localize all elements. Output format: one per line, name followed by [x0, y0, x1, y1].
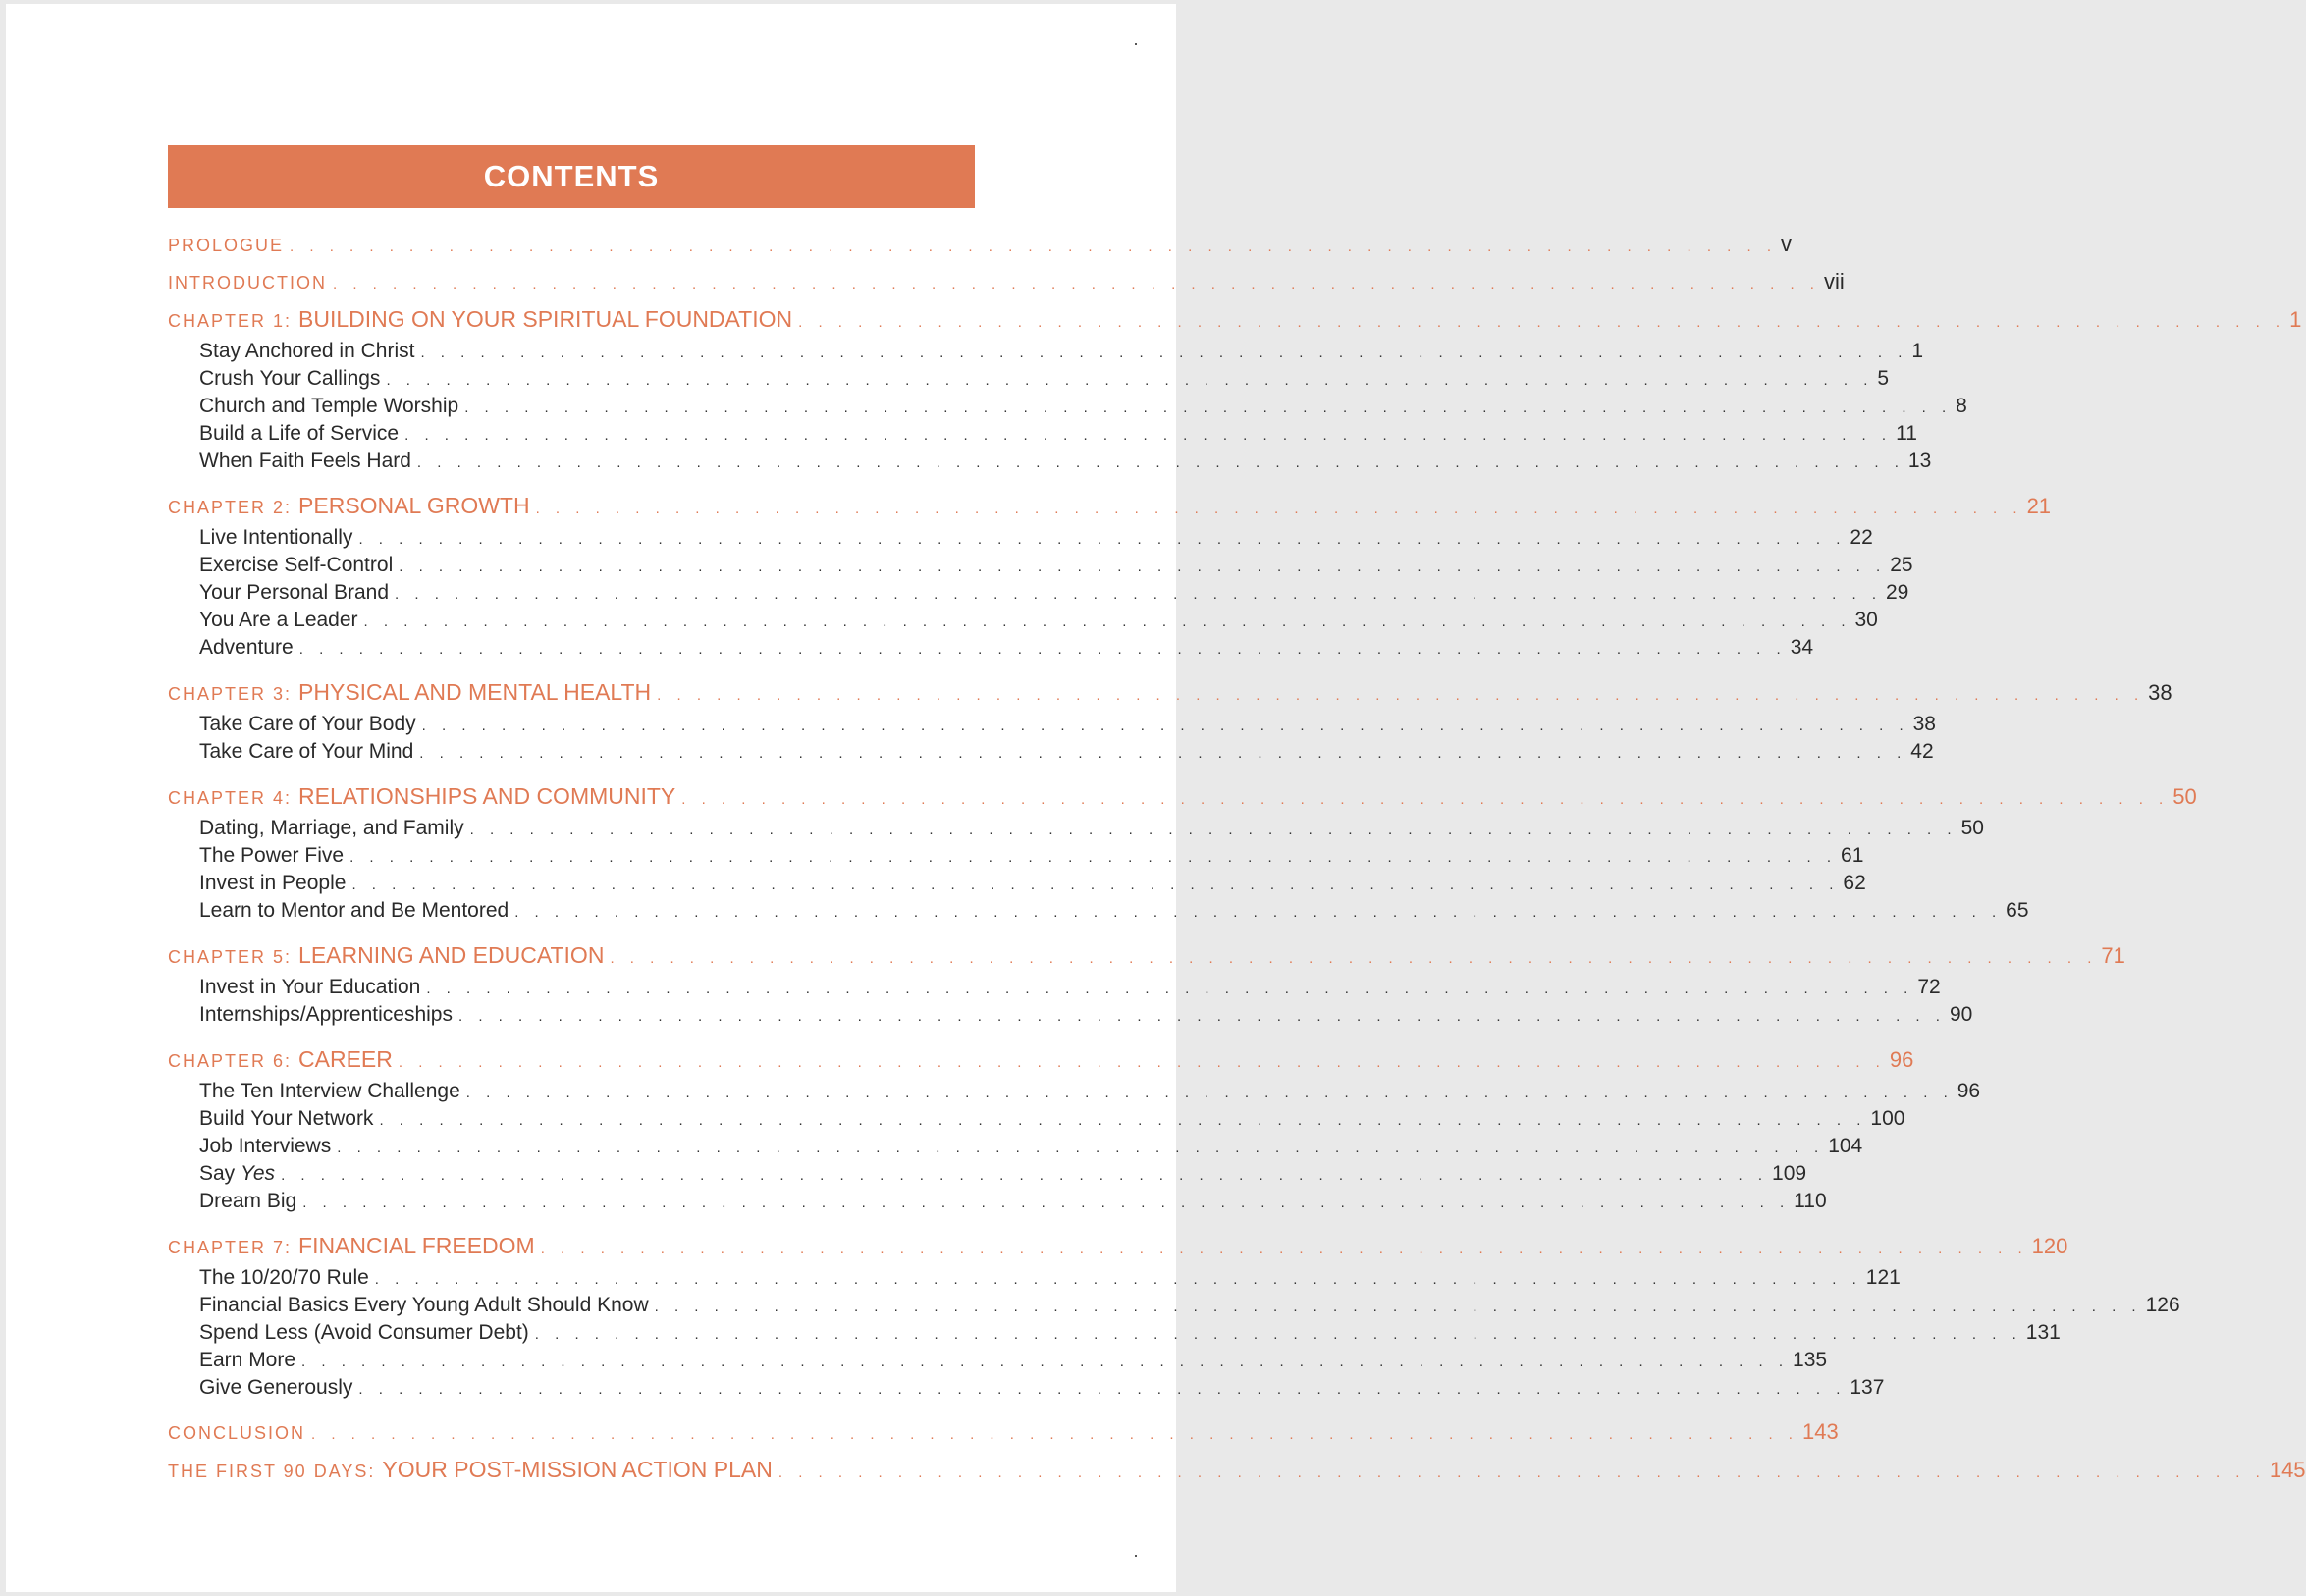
page-number: 143 — [1801, 1419, 1839, 1444]
page-number: 30 — [1854, 609, 1878, 631]
page-number: 1 — [1911, 340, 1924, 362]
section-title: Your Personal Brand — [199, 581, 390, 604]
chapter-prefix: CHAPTER 4: — [168, 788, 299, 808]
chapter-title: FINANCIAL FREEDOM — [298, 1233, 535, 1258]
section-title: Give Generously — [199, 1376, 353, 1399]
chapter-prefix: CHAPTER 6: — [168, 1051, 299, 1071]
page-number: 11 — [1896, 422, 1917, 445]
toc-chapter-5[interactable] — [168, 936, 2125, 974]
page-number: 131 — [2025, 1321, 2061, 1344]
section-title: Internships/Apprenticeships — [199, 1003, 453, 1026]
chapter-prefix: CHAPTER 5: — [168, 947, 299, 967]
page-number: 21 — [2026, 494, 2052, 518]
entry-title: YOUR POST-MISSION ACTION PLAN — [382, 1457, 773, 1482]
dot-leader: . . . . . . . . . . . . . . . . . . . . . . . . . . . . . . . . . . . . . . . . . . . . . . . . . . . . . . . . . . . . . . . . . . . . . . . . . . . — [301, 1354, 1790, 1370]
entry-prefix: PROLOGUE — [168, 236, 285, 255]
dot-leader: . . . . . . . . . . . . . . . . . . . . . . . . . . . . . . . . . . . . . . . . . . . . . . . . . . . . . . . . . . . . . . . . . . . . . . . . . . . — [535, 501, 2023, 517]
dot-leader: . . . . . . . . . . . . . . . . . . . . . . . . . . . . . . . . . . . . . . . . . . . . . . . . . . . . . . . . . . . . . . . . . . . . . . . . . . . — [464, 399, 1953, 416]
section-title: Live Intentionally — [199, 526, 353, 549]
page-number: 25 — [1890, 554, 1913, 576]
dot-leader: . . . . . . . . . . . . . . . . . . . . . . . . . . . . . . . . . . . . . . . . . . . . . . . . . . . . . . . . . . . . . . . . . . . . . . . . . . . — [311, 1426, 1798, 1443]
toc-chapter-3[interactable] — [168, 673, 2172, 711]
dot-leader: . . . . . . . . . . . . . . . . . . . . . . . . . . . . . . . . . . . . . . . . . . . . . . . . . . . . . . . . . . . . . . . . . . . . . . . . . . . — [514, 904, 2003, 921]
entry-prefix: INTRODUCTION — [168, 273, 327, 293]
page-number: 126 — [2145, 1294, 2180, 1316]
dot-leader: . . . . . . . . . . . . . . . . . . . . . . . . . . . . . . . . . . . . . . . . . . . . . . . . . . . . . . . . . . . . . . . . . . . . . . . . . . . — [534, 1326, 2022, 1343]
toc-section[interactable] — [168, 1319, 2061, 1347]
page-number: 50 — [2172, 784, 2197, 809]
dot-leader: . . . . . . . . . . . . . . . . . . . . . . . . . . . . . . . . . . . . . . . . . . . . . . . . . . . . . . . . . . . . . . . . . . . . . . . . . . . — [540, 1241, 2028, 1257]
chapter-prefix: CHAPTER 2: — [168, 498, 299, 517]
toc-section[interactable] — [168, 815, 1984, 842]
page-number: 90 — [1949, 1003, 1973, 1026]
entry-prefix: THE FIRST 90 DAYS: — [168, 1462, 383, 1481]
dot-leader: . . . . . . . . . . . . . . . . . . . . . . . . . . . . . . . . . . . . . . . . . . . . . . . . . . . . . . . . . . . . . . . . . . . . . . . . . . . — [469, 822, 1957, 838]
toc-section[interactable] — [168, 524, 1873, 552]
toc-section[interactable] — [168, 1374, 1885, 1402]
chapter-prefix: CHAPTER 3: — [168, 684, 299, 704]
section-title: The Power Five — [199, 844, 345, 867]
page-number: v — [1781, 232, 1792, 256]
page-number: 109 — [1772, 1162, 1807, 1185]
dot-leader: . . . . . . . . . . . . . . . . . . . . . . . . . . . . . . . . . . . . . . . . . . . . . . . . . . . . . . . . . . . . . . . . . . . . . . . . . . . — [379, 1112, 1867, 1129]
page-number: 110 — [1794, 1190, 1827, 1212]
dot-leader: . . . . . . . . . . . . . . . . . . . . . . . . . . . . . . . . . . . . . . . . . . . . . . . . . . . . . . . . . . . . . . . . . . . . . . . . . . . — [457, 1008, 1946, 1025]
chapter-title: LEARNING AND EDUCATION — [298, 942, 605, 968]
dot-leader: . . . . . . . . . . . . . . . . . . . . . . . . . . . . . . . . . . . . . . . . . . . . . . . . . . . . . . . . . . . . . . . . . . . . . . . . . . . — [416, 454, 1904, 471]
toc-section[interactable] — [168, 842, 1864, 870]
dot-leader: . . . . . . . . . . . . . . . . . . . . . . . . . . . . . . . . . . . . . . . . . . . . . . . . . . . . . . . . . . . . . . . . . . . . . . . . . . . — [610, 950, 2098, 967]
toc-section[interactable] — [168, 634, 1814, 662]
page-number: 72 — [1917, 976, 1941, 998]
page-number: 120 — [2031, 1234, 2068, 1258]
dot-leader: . . . . . . . . . . . . . . . . . . . . . . . . . . . . . . . . . . . . . . . . . . . . . . . . . . . . . . . . . . . . . . . . . . . . . . . . . . . — [398, 1054, 1886, 1071]
toc-section[interactable] — [168, 1347, 1828, 1374]
chapter-title: PHYSICAL AND MENTAL HEALTH — [298, 679, 652, 705]
toc-section[interactable] — [168, 974, 1941, 1001]
page-number: 65 — [2006, 899, 2029, 922]
toc-section[interactable] — [168, 579, 1909, 607]
toc-entry-prologue[interactable] — [168, 226, 1792, 263]
toc-section[interactable] — [168, 1001, 1973, 1029]
section-title: Crush Your Callings — [199, 367, 381, 390]
section-title: Job Interviews — [199, 1135, 332, 1157]
dot-leader: . . . . . . . . . . . . . . . . . . . . . . . . . . . . . . . . . . . . . . . . . . . . . . . . . . . . . . . . . . . . . . . . . . . . . . . . . . . — [419, 745, 1907, 762]
page-number: 8 — [1956, 395, 1967, 417]
page-number: 62 — [1843, 872, 1866, 894]
page-title: CONTENTS — [483, 159, 660, 193]
dot-leader: . . . . . . . . . . . . . . . . . . . . . . . . . . . . . . . . . . . . . . . . . . . . . . . . . . . . . . . . . . . . . . . . . . . . . . . . . . . — [337, 1140, 1825, 1156]
toc-section[interactable] — [168, 870, 1866, 897]
page-number: 121 — [1865, 1266, 1901, 1289]
dot-leader: . . . . . . . . . . . . . . . . . . . . . . . . . . . . . . . . . . . . . . . . . . . . . . . . . . . . . . . . . . . . . . . . . . . . . . . . . . . — [374, 1271, 1862, 1288]
section-title: Exercise Self-Control — [199, 554, 394, 576]
chapter-title: PERSONAL GROWTH — [298, 493, 530, 518]
toc-entry-first-90-days[interactable] — [168, 1451, 2306, 1488]
dot-leader: . . . . . . . . . . . . . . . . . . . . . . . . . . . . . . . . . . . . . . . . . . . . . . . . . . . . . . . . . . . . . . . . . . . . . . . . . . . — [421, 718, 1909, 734]
toc-section[interactable] — [168, 1292, 2180, 1319]
toc-entry-conclusion[interactable] — [168, 1413, 1839, 1451]
dot-leader: . . . . . . . . . . . . . . . . . . . . . . . . . . . . . . . . . . . . . . . . . . . . . . . . . . . . . . . . . . . . . . . . . . . . . . . . . . . — [363, 613, 1851, 630]
dot-leader: . . . . . . . . . . . . . . . . . . . . . . . . . . . . . . . . . . . . . . . . . . . . . . . . . . . . . . . . . . . . . . . . . . . . . . . . . . . — [302, 1195, 1791, 1211]
page-number: 100 — [1870, 1107, 1905, 1130]
toc-section[interactable] — [168, 897, 2029, 925]
crop-mark — [1135, 1555, 1137, 1557]
section-title: Invest in People — [199, 872, 347, 894]
dot-leader: . . . . . . . . . . . . . . . . . . . . . . . . . . . . . . . . . . . . . . . . . . . . . . . . . . . . . . . . . . . . . . . . . . . . . . . . . . . — [351, 877, 1840, 893]
toc-section[interactable] — [168, 420, 1917, 448]
table-of-contents — [168, 226, 2306, 1488]
page-number: vii — [1823, 269, 1845, 293]
section-title: Invest in Your Education — [199, 976, 421, 998]
dot-leader: . . . . . . . . . . . . . . . . . . . . . . . . . . . . . . . . . . . . . . . . . . . . . . . . . . . . . . . . . . . . . . . . . . . . . . . . . . . — [333, 276, 1820, 293]
section-title: Dream Big — [199, 1190, 297, 1212]
section-title: You Are a Leader — [199, 609, 358, 631]
section-title: The Ten Interview Challenge — [199, 1080, 460, 1102]
dot-leader: . . . . . . . . . . . . . . . . . . . . . . . . . . . . . . . . . . . . . . . . . . . . . . . . . . . . . . . . . . . . . . . . . . . . . . . . . . . — [657, 687, 2145, 704]
section-title: Adventure — [199, 636, 294, 659]
dot-leader: . . . . . . . . . . . . . . . . . . . . . . . . . . . . . . . . . . . . . . . . . . . . . . . . . . . . . . . . . . . . . . . . . . . . . . . . . . . — [420, 345, 1908, 361]
contents-header — [168, 145, 975, 208]
dot-leader: . . . . . . . . . . . . . . . . . . . . . . . . . . . . . . . . . . . . . . . . . . . . . . . . . . . . . . . . . . . . . . . . . . . . . . . . . . . — [399, 559, 1887, 575]
toc-chapter-2[interactable] — [168, 487, 2052, 524]
toc-section[interactable] — [168, 365, 1890, 393]
page-number: 135 — [1793, 1349, 1828, 1371]
chapter-title: BUILDING ON YOUR SPIRITUAL FOUNDATION — [298, 306, 793, 332]
toc-section[interactable] — [168, 1078, 1981, 1105]
page-number: 5 — [1877, 367, 1890, 390]
page-number: 38 — [1912, 713, 1936, 735]
toc-section[interactable] — [168, 448, 1932, 475]
dot-leader: . . . . . . . . . . . . . . . . . . . . . . . . . . . . . . . . . . . . . . . . . . . . . . . . . . . . . . . . . . . . . . . . . . . . . . . . . . . — [404, 427, 1893, 444]
chapter-title: CAREER — [298, 1046, 393, 1072]
page-number: 13 — [1907, 450, 1932, 472]
toc-chapter-1[interactable] — [168, 300, 2302, 338]
section-title: The 10/20/70 Rule — [199, 1266, 369, 1289]
crop-mark — [1135, 43, 1137, 45]
toc-section[interactable] — [168, 711, 1936, 738]
toc-entry-introduction[interactable] — [168, 263, 1845, 300]
toc-section[interactable] — [168, 738, 1934, 766]
section-title: Spend Less (Avoid Consumer Debt) — [199, 1321, 529, 1344]
section-title: Learn to Mentor and Be Mentored — [199, 899, 509, 922]
page-number: 61 — [1841, 844, 1864, 867]
section-title: When Faith Feels Hard — [199, 450, 411, 472]
page-number: 137 — [1850, 1376, 1885, 1399]
section-title: Dating, Marriage, and Family — [199, 817, 464, 839]
toc-section[interactable] — [168, 607, 1878, 634]
page-number: 96 — [1957, 1080, 1981, 1102]
section-title: Stay Anchored in Christ — [199, 340, 415, 362]
dot-leader: . . . . . . . . . . . . . . . . . . . . . . . . . . . . . . . . . . . . . . . . . . . . . . . . . . . . . . . . . . . . . . . . . . . . . . . . . . . — [654, 1299, 2142, 1315]
section-title: Build Your Network — [199, 1107, 374, 1130]
page-number: 50 — [1960, 817, 1984, 839]
toc-section[interactable] — [168, 1188, 1827, 1215]
page-number: 1 — [2289, 307, 2302, 332]
section-title: Take Care of Your Body — [199, 713, 416, 735]
dot-leader: . . . . . . . . . . . . . . . . . . . . . . . . . . . . . . . . . . . . . . . . . . . . . . . . . . . . . . . . . . . . . . . . . . . . . . . . . . . — [298, 641, 1787, 658]
toc-section[interactable] — [168, 1105, 1905, 1133]
page-number: 71 — [2101, 943, 2125, 968]
dot-leader: . . . . . . . . . . . . . . . . . . . . . . . . . . . . . . . . . . . . . . . . . . . . . . . . . . . . . . . . . . . . . . . . . . . . . . . . . . . — [778, 1464, 2266, 1481]
page-number: 104 — [1828, 1135, 1863, 1157]
dot-leader: . . . . . . . . . . . . . . . . . . . . . . . . . . . . . . . . . . . . . . . . . . . . . . . . . . . . . . . . . . . . . . . . . . . . . . . . . . . — [465, 1085, 1954, 1101]
dot-leader: . . . . . . . . . . . . . . . . . . . . . . . . . . . . . . . . . . . . . . . . . . . . . . . . . . . . . . . . . . . . . . . . . . . . . . . . . . . — [798, 314, 2286, 331]
section-title: Take Care of Your Mind — [199, 740, 414, 763]
section-title: Financial Basics Every Young Adult Should Know — [199, 1294, 649, 1316]
chapter-prefix: CHAPTER 1: — [168, 311, 299, 331]
page-number: 96 — [1889, 1047, 1914, 1072]
page-number: 145 — [2269, 1458, 2306, 1482]
section-title: Build a Life of Service — [199, 422, 400, 445]
dot-leader: . . . . . . . . . . . . . . . . . . . . . . . . . . . . . . . . . . . . . . . . . . . . . . . . . . . . . . . . . . . . . . . . . . . . . . . . . . . — [358, 1381, 1847, 1398]
dot-leader: . . . . . . . . . . . . . . . . . . . . . . . . . . . . . . . . . . . . . . . . . . . . . . . . . . . . . . . . . . . . . . . . . . . . . . . . . . . — [426, 981, 1914, 997]
page-number: 42 — [1910, 740, 1934, 763]
section-title: Say Yes — [199, 1162, 276, 1185]
toc-section[interactable] — [168, 1133, 1863, 1160]
dot-leader: . . . . . . . . . . . . . . . . . . . . . . . . . . . . . . . . . . . . . . . . . . . . . . . . . . . . . . . . . . . . . . . . . . . . . . . . . . . — [358, 531, 1847, 548]
toc-chapter-7[interactable] — [168, 1227, 2068, 1264]
toc-section[interactable] — [168, 552, 1913, 579]
toc-section[interactable] — [168, 338, 1924, 365]
page-number: 38 — [2148, 680, 2172, 705]
dot-leader: . . . . . . . . . . . . . . . . . . . . . . . . . . . . . . . . . . . . . . . . . . . . . . . . . . . . . . . . . . . . . . . . . . . . . . . . . . . — [349, 849, 1838, 866]
page-number: 22 — [1850, 526, 1873, 549]
chapter-title: RELATIONSHIPS AND COMMUNITY — [298, 783, 676, 809]
toc-chapter-6[interactable] — [168, 1040, 1914, 1078]
chapter-prefix: CHAPTER 7: — [168, 1238, 299, 1257]
toc-section[interactable] — [168, 1264, 1901, 1292]
dot-leader: . . . . . . . . . . . . . . . . . . . . . . . . . . . . . . . . . . . . . . . . . . . . . . . . . . . . . . . . . . . . . . . . . . . . . . . . . . . — [281, 1167, 1769, 1184]
toc-section[interactable] — [168, 1160, 1807, 1188]
section-title: Earn More — [199, 1349, 296, 1371]
dot-leader: . . . . . . . . . . . . . . . . . . . . . . . . . . . . . . . . . . . . . . . . . . . . . . . . . . . . . . . . . . . . . . . . . . . . . . . . . . . — [386, 372, 1874, 389]
toc-section[interactable] — [168, 393, 1967, 420]
section-title: Church and Temple Worship — [199, 395, 459, 417]
dot-leader: . . . . . . . . . . . . . . . . . . . . . . . . . . . . . . . . . . . . . . . . . . . . . . . . . . . . . . . . . . . . . . . . . . . . . . . . . . . — [395, 586, 1882, 603]
page-number: 34 — [1790, 636, 1814, 659]
entry-prefix: CONCLUSION — [168, 1423, 306, 1443]
page-number: 29 — [1886, 581, 1909, 604]
toc-chapter-4[interactable] — [168, 777, 2197, 815]
dot-leader: . . . . . . . . . . . . . . . . . . . . . . . . . . . . . . . . . . . . . . . . . . . . . . . . . . . . . . . . . . . . . . . . . . . . . . . . . . . — [681, 791, 2170, 808]
dot-leader: . . . . . . . . . . . . . . . . . . . . . . . . . . . . . . . . . . . . . . . . . . . . . . . . . . . . . . . . . . . . . . . . . . . . . . . . . . . — [290, 239, 1777, 255]
